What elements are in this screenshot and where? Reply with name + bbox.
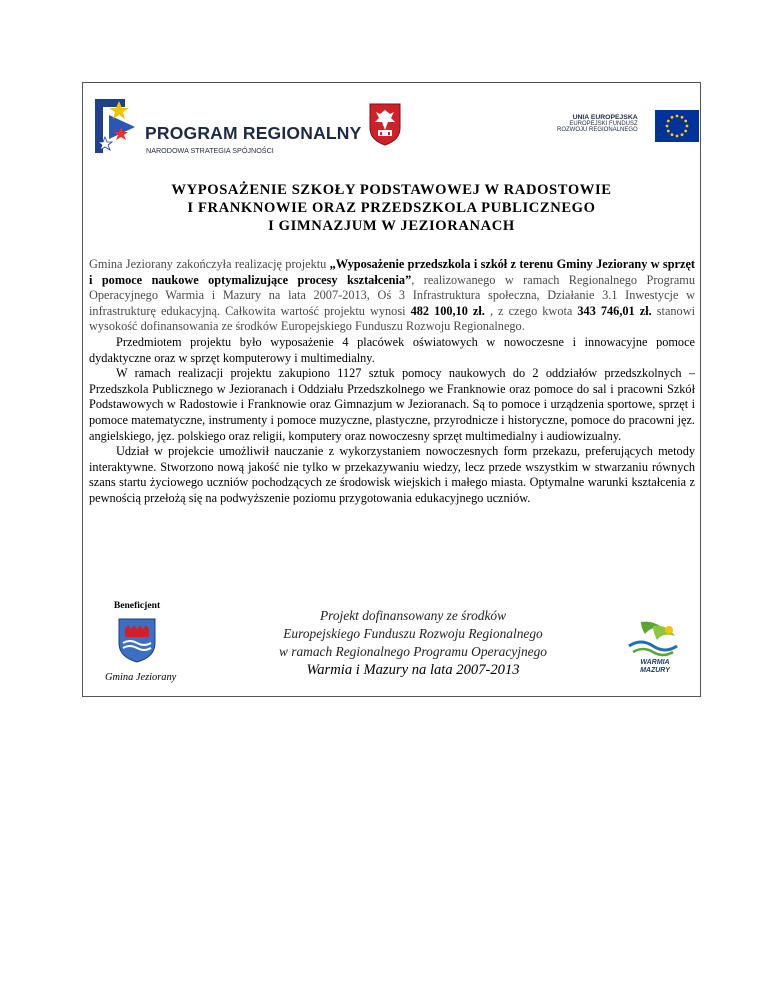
- program-title: PROGRAM REGIONALNY: [145, 123, 362, 143]
- flyer-frame: [82, 82, 701, 697]
- beneficiary-name: Gmina Jeziorany: [105, 672, 177, 683]
- beneficiary-label: Beneficjent: [113, 600, 161, 611]
- footer-line1: Projekt dofinansowany ze środków: [319, 608, 507, 623]
- eu-flag-icon: [655, 110, 699, 147]
- eu-text-block: [557, 114, 638, 133]
- paragraph-intro: [89, 257, 695, 335]
- eu-line3: ROZWOJU REGIONALNEGO: [557, 127, 638, 133]
- footer-line4: Warmia i Mazury na lata 2007-2013: [306, 662, 520, 678]
- footer-line2: Europejskiego Funduszu Rozwoju Regionalnego: [283, 626, 543, 641]
- document-title: [83, 181, 700, 235]
- paragraph-outcome: Udział w projekcie umożliwił nauczanie z wykorzystaniem nowoczesnych form przekazu, preferujących metody interaktywne. Stworzono nową jakość nie tylko w przekazywaniu wiedzy, lecz przede wszystkim w stwarzaniu równych szans startu życiowego uczniów pochodzących ze środowisk wiejskich i małego miasta. Optymalne warunki kształcenia z pewnością przełożą się na podwyższenie poziomu przygotowania edukacyjnego uczniów.: [89, 444, 695, 505]
- project-name: „Wyposażenie przedszkola i szkół z terenu Gminy Jeziorany w sprzęt i pomoce naukowe optymalizujące procesy kształcenia”: [89, 257, 696, 287]
- paragraph-purchases: W ramach realizacji projektu zakupiono 1127 sztuk pomocy naukowych do 2 oddziałów przedszkolnych – Przedszkola Publicznego w Jezioranach i Oddziału Przedszkolnego we Franknowie oraz pomoce do sal i pracowni Szkół Podstawowych w Radostowie i Franknowie oraz Gimnazjum w Jezioranach. Są to pomoce i urządzenia sportowe, sprzęt i pomoce matematyczne, instrumenty i pomoce muzyczne, plastyczne, przyrodnicze i historyczne, pomoce do pracowni jęz. angielskiego, jęz. polskiego oraz religii, komputery oraz nowoczesny sprzęt multimedialny i audiowizualny.: [89, 366, 695, 443]
- total-value: 482 100,10 zł.: [410, 303, 485, 318]
- title-line1: WYPOSAŻENIE SZKOŁY PODSTAWOWEJ W RADOSTOWIE: [171, 182, 612, 198]
- p1-c: , realizowanego w ramach Regionalnego Programu Operacyjnego Warmia i Mazury na lata 2007-2013, Oś 3 Infrastruktura społeczna, Działanie 3.1 Inwestycje w infrastrukturę edukacyjną. Całkowita wartość projektu wynosi: [89, 272, 695, 318]
- p1-a: Gmina Jeziorany zakończyła realizację projektu: [89, 257, 330, 271]
- funding-footer: [233, 607, 593, 679]
- voivodeship-crest: [368, 102, 402, 151]
- paragraph-subject: Przedmiotem projektu było wyposażenie 4 placówek oświatowych w nowoczesne i innowacyjne pomoce dydaktyczne oraz w sprzęt komputerowy i multimedialny.: [89, 334, 695, 365]
- svg-text:WARMIA: WARMIA: [640, 659, 670, 666]
- title-line2: I FRANKNOWIE ORAZ PRZEDSZKOLA PUBLICZNEGO: [187, 200, 596, 216]
- warmia-mazury-logo: [623, 618, 687, 679]
- p1-e: , z czego kwota: [484, 303, 578, 318]
- p1-g: stanowi wysokość dofinansowania ze środków Europejskiego Funduszu Rozwoju Regionalnego.: [89, 303, 696, 334]
- logo-bar: [83, 83, 700, 163]
- svg-text:MAZURY: MAZURY: [640, 667, 670, 674]
- footer-line3: w ramach Regionalnego Programu Operacyjnego: [278, 644, 547, 659]
- body-text: [83, 257, 700, 507]
- program-subtitle: NARODOWA STRATEGIA SPÓJNOŚCI: [146, 146, 274, 155]
- program-regionalny-logo: [91, 97, 362, 163]
- beneficiary-block: [105, 600, 177, 683]
- program-regionalny-emblem: [91, 97, 141, 155]
- gmina-crest-icon: [117, 617, 157, 663]
- eu-line1: UNIA EUROPEJSKA: [572, 114, 638, 121]
- eu-line2: EUROPEJSKI FUNDUSZ: [569, 121, 638, 127]
- funding-value: 343 746,01 zł.: [577, 303, 652, 318]
- title-line3: I GIMNAZJUM W JEZIORANACH: [268, 218, 515, 234]
